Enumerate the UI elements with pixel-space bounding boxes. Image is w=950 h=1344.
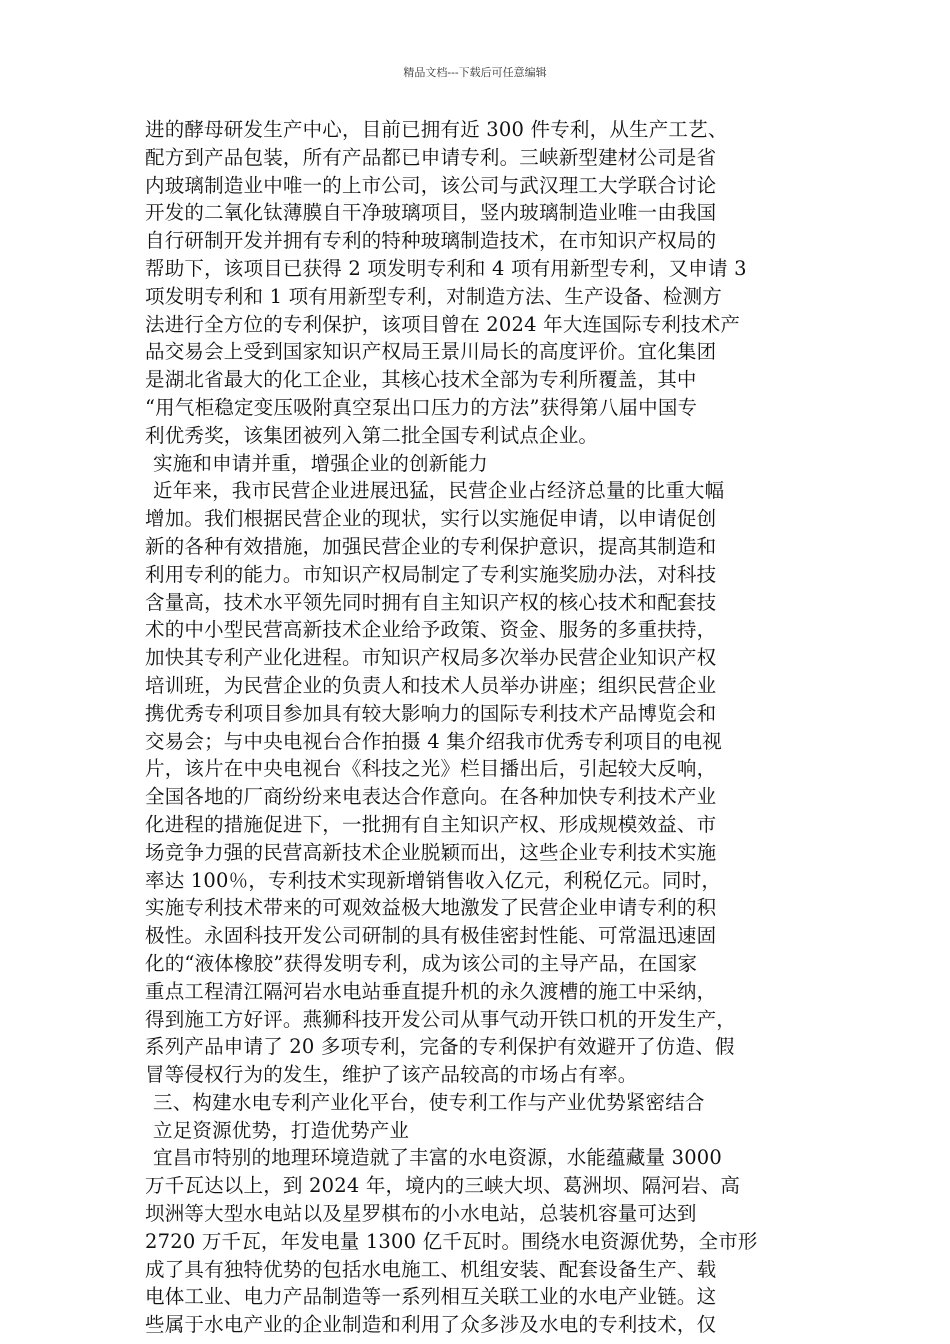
text-line: 电体工业、电力产品制造等一系列相互关联工业的水电产业链。这 <box>145 1285 717 1309</box>
section-heading: 三、构建水电专利产业化平台，使专利工作与产业优势紧密结合 <box>153 1090 705 1114</box>
text-line: 增加。我们根据民营企业的现状，实行以实施促申请，以申请促创 <box>145 507 717 531</box>
text-line: 2720 万千瓦，年发电量 1300 亿千瓦时。围绕水电资源优势，全市形 <box>145 1229 758 1253</box>
text-line: 得到施工方好评。燕狮科技开发公司从事气动开铁口机的开发生产， <box>145 1007 737 1031</box>
text-line: 含量高，技术水平领先同时拥有自主知识产权的核心技术和配套技 <box>145 590 717 614</box>
text-line: 进的酵母研发生产中心，目前已拥有近 300 件专利，从生产工艺、 <box>145 118 728 141</box>
text-line: “用气柜稳定变压吸附真空泵出口压力的方法”获得第八届中国专 <box>145 395 698 419</box>
text-line: 新的各种有效措施，加强民营企业的专利保护意识，提高其制造和 <box>145 534 717 558</box>
text-line: 万千瓦达以上，到 2024 年，境内的三峡大坝、葛洲坝、隔河岩、高 <box>145 1174 741 1198</box>
text-line: 坝洲等大型水电站以及星罗棋布的小水电站，总装机容量可达到 <box>145 1202 697 1226</box>
text-line: 近年来，我市民营企业进展迅猛，民营企业占经济总量的比重大幅 <box>153 479 725 503</box>
page-header: 精品文档---下载后可任意编辑 <box>403 66 547 79</box>
text-line: 片，该片在中央电视台《科技之光》栏目播出后，引起较大反响， <box>145 757 717 781</box>
text-line: 利优秀奖，该集团被列入第二批全国专利试点企业。 <box>145 423 599 447</box>
text-line: 术的中小型民营高新技术企业给予政策、资金、服务的多重扶持， <box>145 618 717 642</box>
text-line: 极性。永固科技开发公司研制的具有极佳密封性能、可常温迅速固 <box>145 924 717 948</box>
text-line: 项发明专利和 1 项有用新型专利，对制造方法、生产设备、检测方 <box>145 284 723 308</box>
text-line: 场竞争力强的民营高新技术企业脱颖而出，这些企业专利技术实施 <box>145 840 717 864</box>
text-line: 开发的二氧化钛薄膜自干净玻璃项目，竖内玻璃制造业唯一由我国 <box>145 201 717 225</box>
text-line: 些属于水电产业的企业制造和利用了众多涉及水电的专利技术，仅 <box>145 1313 717 1337</box>
text-line: 法进行全方位的专利保护，该项目曾在 2024 年大连国际专利技术产 <box>145 312 741 336</box>
text-line: 是湖北省最大的化工企业，其核心技术全部为专利所覆盖，其中 <box>145 368 697 392</box>
text-line: 内玻璃制造业中唯一的上市公司，该公司与武汉理工大学联合讨论 <box>145 173 717 197</box>
text-line: 冒等侵权行为的发生，维护了该产品较高的市场占有率。 <box>145 1063 638 1087</box>
text-line: 交易会；与中央电视台合作拍摄 4 集介绍我市优秀专利项目的电视 <box>145 729 723 753</box>
text-line: 成了具有独特优势的包括水电施工、机组安装、配套设备生产、载 <box>145 1257 717 1281</box>
section-heading: 立足资源优势，打造优势产业 <box>153 1118 410 1142</box>
text-line: 全国各地的厂商纷纷来电表达合作意向。在各种加快专利技术产业 <box>145 785 717 809</box>
text-line: 加快其专利产业化进程。市知识产权局多次举办民营企业知识产权 <box>145 646 717 670</box>
text-line: 配方到产品包装，所有产品都已申请专利。三峡新型建材公司是省 <box>145 145 717 169</box>
text-line: 携优秀专利项目参加具有较大影响力的国际专利技术产品博览会和 <box>145 701 717 725</box>
text-line: 化的“液体橡胶”获得发明专利，成为该公司的主导产品，在国家 <box>145 951 698 975</box>
text-line: 自行研制开发并拥有专利的特种玻璃制造技术，在市知识产权局的 <box>145 229 717 253</box>
text-line: 培训班，为民营企业的负责人和技术人员举办讲座；组织民营企业 <box>145 673 717 697</box>
text-line: 利用专利的能力。市知识产权局制定了专利实施奖励办法，对科技 <box>145 562 717 586</box>
text-line: 化进程的措施促进下，一批拥有自主知识产权、形成规模效益、市 <box>145 812 717 836</box>
text-line: 系列产品申请了 20 多项专利，完备的专利保护有效避开了仿造、假 <box>145 1035 735 1059</box>
text-line: 帮助下，该项目已获得 2 项发明专利和 4 项有用新型专利，又申请 3 <box>145 256 747 280</box>
text-line: 重点工程清江隔河岩水电站垂直提升机的永久渡槽的施工中采纳， <box>145 979 717 1003</box>
text-line: 品交易会上受到国家知识产权局王景川局长的高度评价。宜化集团 <box>145 340 717 364</box>
document-body <box>145 116 825 1339</box>
section-heading: 实施和申请并重，增强企业的创新能力 <box>153 451 488 475</box>
text-line: 宜昌市特别的地理环境造就了丰富的水电资源，水能蕴藏量 3000 <box>153 1146 723 1170</box>
text-line: 实施专利技术带来的可观效益极大地激发了民营企业申请专利的积 <box>145 896 717 920</box>
text-line: 率达 100％，专利技术实现新增销售收入亿元，利税亿元。同时， <box>145 868 722 892</box>
